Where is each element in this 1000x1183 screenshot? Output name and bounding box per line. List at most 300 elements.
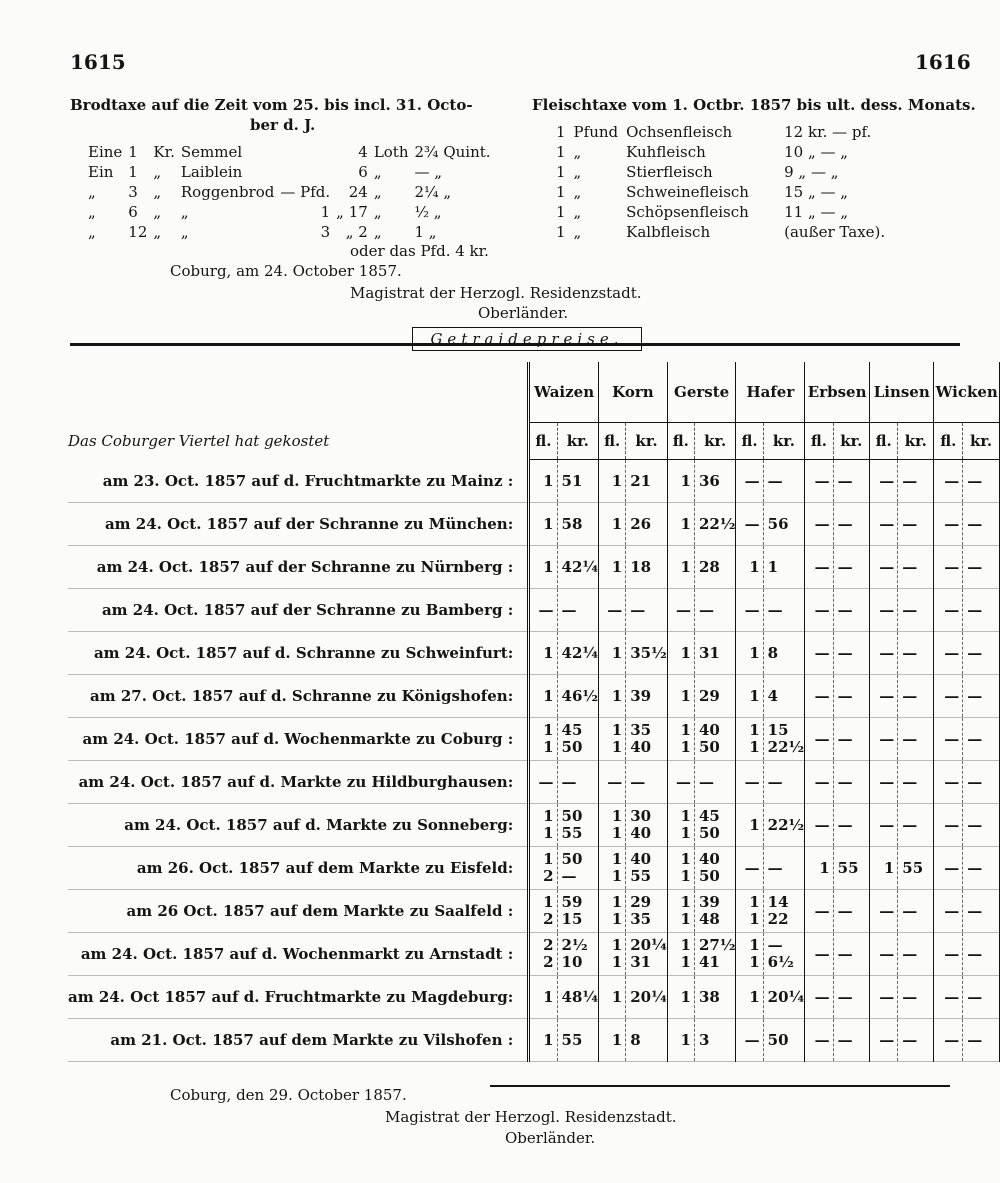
- price-kr: —: [833, 460, 869, 503]
- market-place-text: am 24. Oct. 1857 auf d. Markte zu Sonneberg:: [124, 816, 514, 834]
- market-place-date: [68, 675, 529, 718]
- unit-fl: fl.: [599, 423, 626, 460]
- price-kr: —: [898, 632, 934, 675]
- price-kr: —: [833, 675, 869, 718]
- price-fl: 1: [736, 976, 763, 1019]
- price-kr: 35 40: [626, 718, 668, 761]
- grain-header: Gerste: [667, 362, 736, 423]
- brodtaxe-cell: „: [88, 203, 96, 221]
- market-place-text: am 24. Oct. 1857 auf d. Markte zu Hildburghausen:: [78, 773, 514, 791]
- market-row: [68, 546, 1000, 589]
- price-kr: 45 50: [557, 718, 599, 761]
- price-fl: —: [934, 675, 963, 718]
- price-kr: 39: [626, 675, 668, 718]
- price-fl: —: [805, 1019, 833, 1062]
- market-place-date: [68, 546, 529, 589]
- fleischtaxe-cell: 15 „ — „: [784, 183, 849, 201]
- price-kr: 42¼: [557, 632, 599, 675]
- price-fl: —: [870, 546, 898, 589]
- fleischtaxe-table: [556, 122, 893, 242]
- fleischtaxe-cell: 1: [556, 123, 566, 141]
- brodtaxe-row: [88, 142, 497, 162]
- price-fl: 1 1: [599, 847, 626, 890]
- price-fl: 2 2: [529, 933, 557, 976]
- price-fl: 1: [599, 546, 626, 589]
- price-fl: —: [870, 632, 898, 675]
- fleischtaxe-row: [556, 122, 893, 142]
- price-fl: —: [934, 847, 963, 890]
- price-fl: —: [805, 632, 833, 675]
- brodtaxe-cell: „: [153, 223, 162, 241]
- price-fl: 1 1: [667, 890, 694, 933]
- market-row: [68, 976, 1000, 1019]
- brodtaxe-note: oder das Pfd. 4 kr.: [350, 242, 489, 260]
- price-fl: —: [736, 847, 763, 890]
- brodtaxe-cell: — Pfd.: [280, 183, 331, 201]
- market-place-text: am 24. Oct. 1857 auf der Schranne zu München:: [104, 515, 514, 533]
- price-fl: —: [934, 718, 963, 761]
- market-row: [68, 847, 1000, 890]
- price-fl: —: [667, 761, 694, 804]
- fleischtaxe-cell: Ochsenfleisch: [626, 123, 733, 141]
- price-kr: —: [963, 503, 1000, 546]
- price-fl: 1: [599, 503, 626, 546]
- unit-fl: fl.: [870, 423, 898, 460]
- grain-table-corner: Das Coburger Viertel hat gekostet: [68, 362, 529, 460]
- price-kr: —: [898, 804, 934, 847]
- price-kr: —: [833, 718, 869, 761]
- market-place-text: am 23. Oct. 1857 auf d. Fruchtmarkte zu Mainz :: [102, 471, 514, 490]
- price-fl: —: [870, 718, 898, 761]
- brodtaxe-cell: „: [153, 163, 162, 181]
- price-fl: —: [805, 804, 833, 847]
- market-place-date: [68, 847, 529, 890]
- price-fl: 1 1: [736, 933, 763, 976]
- price-kr: 40 50: [694, 847, 736, 890]
- market-row: [68, 890, 1000, 933]
- price-kr: 55: [557, 1019, 599, 1062]
- price-fl: —: [805, 718, 833, 761]
- price-kr: —: [898, 1019, 934, 1062]
- price-kr: 45 50: [694, 804, 736, 847]
- price-fl: —: [736, 503, 763, 546]
- market-row: [68, 718, 1000, 761]
- price-fl: —: [805, 589, 833, 632]
- price-kr: 31: [694, 632, 736, 675]
- price-fl: 1: [736, 546, 763, 589]
- price-kr: 20¼ 31: [626, 933, 668, 976]
- price-kr: —: [898, 761, 934, 804]
- price-kr: — 6½: [763, 933, 805, 976]
- price-fl: 1: [529, 632, 557, 675]
- unit-fl: fl.: [667, 423, 694, 460]
- market-place-text: am 24. Oct. 1857 auf der Schranne zu Nürnberg :: [96, 558, 514, 576]
- brodtaxe-cell: Laiblein: [180, 163, 243, 181]
- brodtaxe-cell: „: [180, 223, 189, 241]
- price-kr: —: [833, 933, 869, 976]
- fleischtaxe-cell: „: [573, 203, 582, 221]
- price-fl: —: [599, 589, 626, 632]
- price-fl: —: [934, 761, 963, 804]
- fleischtaxe-cell: „: [573, 163, 582, 181]
- price-kr: 39 48: [694, 890, 736, 933]
- brodtaxe-authority: Magistrat der Herzogl. Residenzstadt.: [350, 284, 642, 302]
- market-row: [68, 804, 1000, 847]
- price-kr: —: [833, 589, 869, 632]
- price-fl: 1 1: [529, 804, 557, 847]
- price-fl: 1: [667, 675, 694, 718]
- brodtaxe-cell: [280, 142, 336, 162]
- grain-header: Hafer: [736, 362, 805, 423]
- price-fl: 1 1: [599, 890, 626, 933]
- getraide-signature: Oberländer.: [505, 1129, 596, 1147]
- price-kr: —: [763, 761, 805, 804]
- market-place-date: [68, 933, 529, 976]
- grain-header: Wicken: [934, 362, 1000, 423]
- price-kr: —: [963, 933, 1000, 976]
- brodtaxe-cell: „: [153, 183, 162, 201]
- price-fl: —: [870, 890, 898, 933]
- market-place-date: [68, 804, 529, 847]
- price-fl: 1: [736, 804, 763, 847]
- price-kr: 55: [833, 847, 869, 890]
- brodtaxe-cell: „: [88, 223, 96, 241]
- unit-kr: kr.: [694, 423, 736, 460]
- market-place-text: am 24. Oct 1857 auf d. Fruchtmarkte zu Magdeburg:: [68, 988, 514, 1006]
- price-kr: 46½: [557, 675, 599, 718]
- price-fl: —: [934, 890, 963, 933]
- price-kr: —: [557, 761, 599, 804]
- brodtaxe-cell: 1: [320, 203, 331, 221]
- market-place-text: am 24. Oct. 1857 auf d. Wochenmarkte zu Coburg :: [82, 730, 514, 748]
- price-kr: 48¼: [557, 976, 599, 1019]
- price-fl: 1 1: [667, 933, 694, 976]
- brodtaxe-cell: 3: [320, 223, 331, 241]
- brodtaxe-cell: 1: [128, 143, 138, 161]
- price-kr: —: [963, 804, 1000, 847]
- price-kr: —: [898, 460, 934, 503]
- price-fl: —: [736, 1019, 763, 1062]
- fleischtaxe-cell: 12 kr. — pf.: [784, 123, 872, 141]
- brodtaxe-cell: 12: [128, 223, 148, 241]
- price-fl: —: [736, 761, 763, 804]
- price-fl: 1 1: [599, 718, 626, 761]
- brodtaxe-row: [88, 222, 497, 242]
- brodtaxe-cell: Roggenbrod: [180, 183, 275, 201]
- fleischtaxe-cell: „: [573, 143, 582, 161]
- brodtaxe-cell: „: [153, 203, 162, 221]
- price-fl: —: [934, 546, 963, 589]
- price-kr: 18: [626, 546, 668, 589]
- brodtaxe-row: [88, 162, 497, 182]
- price-fl: 1: [805, 847, 833, 890]
- market-place-date: [68, 589, 529, 632]
- price-kr: 1: [763, 546, 805, 589]
- brodtaxe-cell: 24: [348, 183, 368, 201]
- unit-kr: kr.: [557, 423, 599, 460]
- price-fl: —: [934, 632, 963, 675]
- price-kr: —: [963, 1019, 1000, 1062]
- price-fl: —: [870, 1019, 898, 1062]
- unit-kr: kr.: [833, 423, 869, 460]
- fleischtaxe-cell: Schöpsenfleisch: [626, 203, 749, 221]
- price-fl: 1 1: [736, 718, 763, 761]
- price-fl: —: [934, 804, 963, 847]
- price-fl: 1 1: [667, 718, 694, 761]
- market-place-date: [68, 976, 529, 1019]
- market-place-text: am 26. Oct. 1857 auf dem Markte zu Eisfeld:: [136, 859, 514, 877]
- market-place-text: am 26 Oct. 1857 auf dem Markte zu Saalfeld :: [126, 902, 514, 920]
- price-fl: —: [870, 933, 898, 976]
- market-row: [68, 933, 1000, 976]
- fleischtaxe-row: [556, 162, 893, 182]
- fleischtaxe-cell: 10 „ — „: [784, 143, 849, 161]
- price-kr: 40 55: [626, 847, 668, 890]
- price-kr: 22½: [763, 804, 805, 847]
- price-kr: 14 22: [763, 890, 805, 933]
- price-kr: —: [963, 589, 1000, 632]
- market-place-text: am 24. Oct. 1857 auf d. Schranne zu Schweinfurt:: [93, 644, 514, 662]
- price-kr: —: [763, 589, 805, 632]
- market-place-text: am 24. Oct. 1857 auf der Schranne zu Bamberg :: [101, 601, 514, 619]
- brodtaxe-cell: 2¼ „: [414, 183, 452, 201]
- price-kr: —: [833, 976, 869, 1019]
- fleischtaxe-cell: 1: [556, 203, 566, 221]
- market-row: [68, 503, 1000, 546]
- grain-header: Erbsen: [805, 362, 870, 423]
- price-fl: —: [599, 761, 626, 804]
- price-kr: —: [833, 761, 869, 804]
- market-row: [68, 675, 1000, 718]
- fleischtaxe-cell: 1: [556, 163, 566, 181]
- price-kr: 40 50: [694, 718, 736, 761]
- price-kr: 15 22½: [763, 718, 805, 761]
- price-fl: —: [805, 933, 833, 976]
- price-fl: 1: [599, 632, 626, 675]
- price-kr: 29: [694, 675, 736, 718]
- price-fl: 1: [599, 460, 626, 503]
- price-kr: —: [963, 976, 1000, 1019]
- market-place-date: [68, 1019, 529, 1062]
- price-kr: —: [763, 460, 805, 503]
- price-fl: —: [805, 890, 833, 933]
- price-kr: —: [626, 761, 668, 804]
- price-kr: 50 55: [557, 804, 599, 847]
- fleischtaxe-cell: Pfund: [573, 123, 619, 141]
- price-fl: 1 1: [667, 804, 694, 847]
- fleischtaxe-cell: (außer Taxe).: [784, 223, 886, 241]
- price-kr: 30 40: [626, 804, 668, 847]
- brodtaxe-cell: Eine: [88, 143, 123, 161]
- price-kr: —: [833, 503, 869, 546]
- price-fl: —: [736, 589, 763, 632]
- price-fl: 1: [667, 976, 694, 1019]
- price-fl: 1: [667, 546, 694, 589]
- fleischtaxe-row: [556, 142, 893, 162]
- price-kr: 26: [626, 503, 668, 546]
- price-fl: 1: [870, 847, 898, 890]
- price-kr: —: [557, 589, 599, 632]
- price-fl: —: [934, 589, 963, 632]
- fleischtaxe-cell: 1: [556, 183, 566, 201]
- table-bottom-rule: [490, 1085, 950, 1087]
- price-fl: —: [805, 675, 833, 718]
- fleischtaxe-row: [556, 182, 893, 202]
- price-fl: 1: [667, 503, 694, 546]
- price-fl: —: [934, 503, 963, 546]
- brodtaxe-title-cont: ber d. J.: [250, 116, 316, 134]
- brodtaxe-cell: „: [373, 223, 382, 241]
- price-kr: 42¼: [557, 546, 599, 589]
- fleischtaxe-cell: 1: [556, 223, 566, 241]
- price-kr: —: [963, 718, 1000, 761]
- market-place-date: [68, 761, 529, 804]
- brodtaxe-cell: 2¾ Quint.: [414, 143, 491, 161]
- price-fl: —: [934, 976, 963, 1019]
- price-fl: —: [870, 675, 898, 718]
- price-kr: —: [898, 890, 934, 933]
- market-place-date: [68, 718, 529, 761]
- price-fl: 1: [529, 460, 557, 503]
- price-fl: —: [805, 761, 833, 804]
- fleischtaxe-row: [556, 202, 893, 222]
- price-kr: 50: [763, 1019, 805, 1062]
- market-place-text: am 21. Oct. 1857 auf dem Markte zu Vilshofen :: [110, 1031, 514, 1049]
- price-kr: —: [963, 847, 1000, 890]
- price-fl: 1: [667, 632, 694, 675]
- unit-fl: fl.: [736, 423, 763, 460]
- price-kr: —: [898, 933, 934, 976]
- market-row: [68, 460, 1000, 503]
- price-kr: —: [833, 546, 869, 589]
- brodtaxe-table: [88, 142, 497, 242]
- grain-header: Waizen: [529, 362, 599, 423]
- price-fl: —: [934, 1019, 963, 1062]
- fleischtaxe-cell: 9 „ — „: [784, 163, 839, 181]
- unit-kr: kr.: [898, 423, 934, 460]
- brodtaxe-cell: Loth: [373, 143, 409, 161]
- price-kr: 8: [763, 632, 805, 675]
- fleischtaxe-cell: „: [573, 183, 582, 201]
- price-kr: —: [694, 589, 736, 632]
- getraide-authority: Magistrat der Herzogl. Residenzstadt.: [385, 1108, 677, 1126]
- price-kr: 8: [626, 1019, 668, 1062]
- unit-kr: kr.: [763, 423, 805, 460]
- brodtaxe-cell: 6: [358, 163, 368, 181]
- price-kr: —: [963, 460, 1000, 503]
- price-kr: 22½: [694, 503, 736, 546]
- market-row: [68, 761, 1000, 804]
- brodtaxe-row: [88, 202, 497, 222]
- market-row: [68, 632, 1000, 675]
- brodtaxe-cell: „: [373, 183, 382, 201]
- price-fl: —: [805, 460, 833, 503]
- price-fl: 1: [667, 1019, 694, 1062]
- unit-fl: fl.: [805, 423, 833, 460]
- price-fl: 1: [529, 675, 557, 718]
- price-fl: —: [667, 589, 694, 632]
- price-fl: 1 1: [529, 718, 557, 761]
- market-row: [68, 1019, 1000, 1062]
- price-kr: —: [963, 761, 1000, 804]
- price-kr: 3: [694, 1019, 736, 1062]
- price-kr: —: [833, 804, 869, 847]
- price-kr: —: [963, 632, 1000, 675]
- price-kr: 27½ 41: [694, 933, 736, 976]
- market-place-text: am 27. Oct. 1857 auf d. Schranne zu Königshofen:: [90, 687, 514, 705]
- price-fl: 1: [599, 976, 626, 1019]
- price-kr: —: [963, 675, 1000, 718]
- price-kr: 4: [763, 675, 805, 718]
- price-fl: 1: [736, 675, 763, 718]
- price-kr: 20¼: [626, 976, 668, 1019]
- brodtaxe-cell: „: [180, 203, 189, 221]
- price-fl: 1 1: [667, 847, 694, 890]
- price-kr: —: [626, 589, 668, 632]
- price-kr: —: [898, 718, 934, 761]
- price-kr: 51: [557, 460, 599, 503]
- price-kr: —: [833, 890, 869, 933]
- unit-fl: fl.: [934, 423, 963, 460]
- price-fl: —: [934, 460, 963, 503]
- price-kr: —: [763, 847, 805, 890]
- price-fl: —: [870, 589, 898, 632]
- price-kr: —: [694, 761, 736, 804]
- price-kr: 2½ 10: [557, 933, 599, 976]
- price-kr: —: [898, 546, 934, 589]
- price-fl: 1: [599, 675, 626, 718]
- price-fl: 1: [529, 1019, 557, 1062]
- price-fl: —: [529, 761, 557, 804]
- price-fl: 1 1: [599, 933, 626, 976]
- brodtaxe-cell: 1 „: [414, 223, 437, 241]
- price-fl: —: [805, 503, 833, 546]
- brodtaxe-row: [88, 182, 497, 202]
- price-kr: 35½: [626, 632, 668, 675]
- price-fl: 1: [599, 1019, 626, 1062]
- price-fl: —: [870, 460, 898, 503]
- market-place-date: [68, 460, 529, 503]
- market-place-text: am 24. Oct. 1857 auf d. Wochenmarkt zu Arnstadt :: [80, 945, 514, 963]
- price-kr: —: [898, 503, 934, 546]
- brodtaxe-cell: — „: [414, 163, 443, 181]
- brodtaxe-cell: ½ „: [414, 203, 442, 221]
- price-kr: —: [898, 675, 934, 718]
- price-fl: —: [870, 976, 898, 1019]
- fleischtaxe-row: [556, 222, 893, 242]
- price-fl: —: [870, 503, 898, 546]
- price-fl: 1: [529, 546, 557, 589]
- grain-header: Korn: [599, 362, 668, 423]
- price-fl: 1: [667, 460, 694, 503]
- price-kr: —: [833, 632, 869, 675]
- brodtaxe-cell: 3: [128, 183, 138, 201]
- brodtaxe-title: Brodtaxe auf die Zeit vom 25. bis incl. 31. Octo-: [70, 96, 473, 114]
- price-kr: 50 —: [557, 847, 599, 890]
- price-kr: —: [963, 546, 1000, 589]
- grain-price-table: [68, 362, 1000, 1062]
- fleischtaxe-title: Fleischtaxe vom 1. Octbr. 1857 bis ult. dess. Monats.: [532, 96, 976, 114]
- fleischtaxe-cell: 11 „ — „: [784, 203, 849, 221]
- brodtaxe-cell: [280, 162, 336, 182]
- page-number-right: 1616: [915, 50, 971, 74]
- price-fl: —: [805, 546, 833, 589]
- brodtaxe-cell: „ 2: [345, 223, 368, 241]
- getraidepreise-title: Getraidepreise.: [412, 327, 642, 351]
- brodtaxe-place-date: Coburg, am 24. October 1857.: [170, 262, 402, 280]
- price-kr: 29 35: [626, 890, 668, 933]
- price-kr: —: [898, 589, 934, 632]
